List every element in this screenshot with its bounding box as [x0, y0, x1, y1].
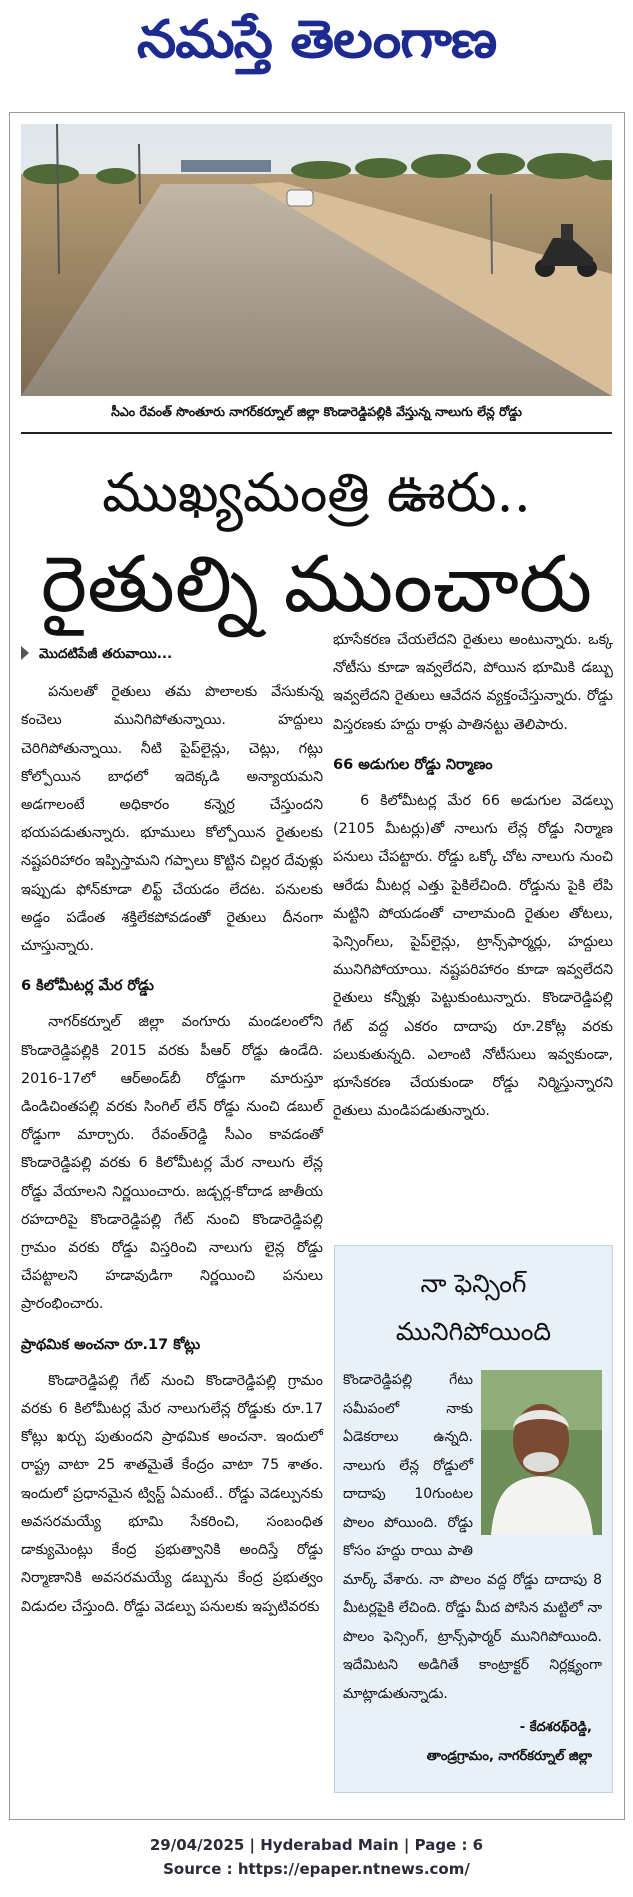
masthead	[0, 0, 633, 82]
newspaper-title: నమస్తే తెలంగాణ	[136, 9, 497, 70]
subheading-estimate: ప్రాథమిక అంచనా రూ.17 కోట్లు	[21, 1336, 201, 1353]
footer-source: Source : https://epaper.ntnews.com/	[163, 1860, 470, 1878]
signature-name: - కేదశరథ్‌రెడ్డి,	[519, 1720, 592, 1735]
farmer-quote-box	[334, 1245, 613, 1793]
continued-label: మొదటిపేజీ తరువాయి...	[21, 640, 323, 668]
paragraph-5: 6 కిలోమీటర్ల మేర 66 అడుగుల వెడల్పు (2105 మీటర్లు)తో నాలుగు లేన్ల రోడ్డు నిర్మాణ పనులు చేపట్టారు. రోడ్డు ఒక్కో చోట నాలుగు నుంచి ఆరేడు మీటర్ల ఎత్తు పైకిలేచింది. రోడ్డును పైకి లేపి మట్టిని పోయడంతో చాలామంది రైతుల తోటలు, ఫెన్సింగ్‌లు, పైప్‌లైన్లు, ట్రాన్స్‌ఫార్మర్లు, హద్దులు మునిగిపోయాయి. నష్టపరిహారం కూడా ఇవ్వలేదని రైతులు కన్నీళ్లు పెట్టుకుంటున్నారు. కొండారెడ్డిపల్లి గేట్ వద్ద ఎకరం దాదాపు రూ.2కోట్ల వరకు పలుకుతున్నది. ఎలాంటి నోటీసులు ఇవ్వకుండా, భూసేకరణ చేయకుండా రోడ్డు నిర్మిస్తున్నారని రైతులు మండిపడుతున్నారు.	[333, 793, 613, 1120]
subheading-66ft-road: 66 అడుగుల రోడ్డు నిర్మాణం	[333, 756, 493, 773]
paragraph-2: నాగర్‌కర్నూల్ జిల్లా వంగూరు మండలంలోని కొండారెడ్డిపల్లికి 2015 వరకు పీఆర్ రోడ్డు ఉండేది. 2016-17లో ఆర్‌అండ్‌బీ రోడ్డుగా మారుస్తూ డిండిచింతపల్లి వరకు సింగిల్ లేన్ రోడ్డు నుంచి డబుల్ రోడ్డుగా మార్చారు. రేవంత్‌రెడ్డి సీఎం కావడంతో కొండారెడ్డిపల్లి వరకు 6 కిలోమీటర్ల మేర నాలుగు లేన్ల రోడ్డు వేయాలని నిర్ణయించారు. జడ్చర్ల-కోదాడ జాతీయ రహదారిపై కొండారెడ్డిపల్లి గేట్ నుంచి కొండారెడ్డిపల్లి గ్రామం వరకు రోడ్డు విస్తరించి నాలుగు లైన్ల రోడ్డు చేపట్టాలని హడావుడిగా నిర్ణయించి పనులు ప్రారంభించారు.	[21, 1014, 323, 1313]
quote-body	[335, 1356, 612, 1771]
photo-caption: సీఎం రేవంత్ సొంతూరు నాగర్‌కర్నూల్ జిల్లా కొండారెడ్డిపల్లికి వేస్తున్న నాలుగు లేన్ల రోడ్డు	[111, 404, 522, 419]
signature-place: తాండ్రగ్రామం, నాగర్‌కర్నూల్ జిల్లా	[426, 1748, 592, 1764]
paragraph-1: పనులతో రైతులు తమ పొలాలకు వేసుకున్న కంచెలు మునిగిపోతున్నాయి. హద్దులు చెరిగిపోతున్నాయి. నీటి పైప్‌లైన్లు, చెట్లు, గట్లు కోల్పోయిన బాధలో ఇదెక్కడి అన్యాయమని అడగాలంటే అధికారం కన్నెర్ర చేస్తుందని భయపడుతున్నారు. భూములు కోల్పోయిన రైతులకు నష్టపరిహారం ఇప్పిస్తామని గప్పాలు కొట్టిన చిల్లర దేవుళ్లు ఇప్పుడు ఫోన్‌కూడా లిఫ్ట్ చేయడం లేదట. పనులకు అడ్డం పడేంత శక్తిలేకపోవడంతో రైతులు దీనంగా చూస్తున్నారు.	[21, 684, 323, 955]
road-photo-graphic	[21, 124, 612, 396]
article-column-left	[21, 640, 323, 1621]
farmer-portrait	[481, 1370, 602, 1535]
footer-date-edition: 29/04/2025 | Hyderabad Main | Page : 6	[149, 1836, 484, 1854]
caption-divider	[21, 432, 612, 434]
quote-box-title	[335, 1260, 612, 1356]
paragraph-3: కొండారెడ్డిపల్లి గేట్ నుంచి కొండారెడ్డిపల్లి గ్రామం వరకు 6 కిలోమీటర్ల మేర నాలుగులేన్ల రోడ్డుకు రూ.17 కోట్లు ఖర్చు పుతుందని ప్రాథమిక అంచనా. ఇందులో రాష్ట్ర వాటా 25 శాతమైతే కేంద్రం వాటా 75 శాతం. ఇందులో ప్రధానమైన ట్విస్ట్ ఏమంటే.. రోడ్డు వెడల్పునకు అవసరమయ్యే భూమి సేకరించి, సంబంధిత డాక్యుమెంట్లు కేంద్ర ప్రభుత్వానికి అందిస్తే రోడ్డు నిర్మాణానికి అవసరమయ్యే డబ్బును కేంద్ర ప్రభుత్వం విడుదల చేస్తుంది. రోడ్డు వెడల్పు పనులకు ఇప్పటివరకు	[21, 1372, 323, 1615]
quote-title-line-1: నా ఫెన్సింగ్	[420, 1269, 527, 1298]
arrow-icon	[21, 646, 29, 660]
farmer-portrait-graphic	[481, 1370, 602, 1535]
headline-line-2: రైతుల్ని ముంచారు	[40, 540, 593, 630]
quote-text: కొండారెడ్డిపల్లి గేటు సమీపంలో నాకు ఏడెకరాలు ఉన్నది. నాలుగు లేన్ల రోడ్డులో దాదాపు 10గుంటల పొలం పోయింది. రోడ్డు కోసం హద్దు రాయి పాతి మార్క్ వేశారు. నా పొలం వద్ద రోడ్డు దాదాపు 8 మీటర్లపైకి లేచింది. రోడ్డు మీద పోసిన మట్టిలో నా పొలం ఫెన్సింగ్, ట్రాన్స్‌ఫార్మర్ మునిగిపోయింది. ఇదేమిటని అడిగితే కాంట్రాక్టర్ నిర్లక్ష్యంగా మాట్లాడుతున్నాడు.	[343, 1372, 602, 1702]
road-photo	[21, 124, 612, 396]
paragraph-4: భూసేకరణ చేయలేదని రైతులు అంటున్నారు. ఒక్క నోటీసు కూడా ఇవ్వలేదని, పోయిన భూమికి డబ్బు ఇవ్వలేదని రైతులు ఆవేదన వ్యక్తంచేస్తున్నారు. రోడ్డు విస్తరణకు హద్దు రాళ్లు పాతినట్టు తెలిపారు.	[333, 632, 613, 733]
article-column-right	[333, 626, 613, 1125]
headline-line-1: ముఖ్యమంత్రి ఊరు..	[102, 461, 531, 524]
subheading-6km-road: 6 కిలోమీటర్ల మేర రోడ్డు	[21, 978, 154, 995]
quote-signature	[343, 1714, 602, 1771]
quote-title-line-2: మునిగిపోయింది	[395, 1317, 552, 1346]
